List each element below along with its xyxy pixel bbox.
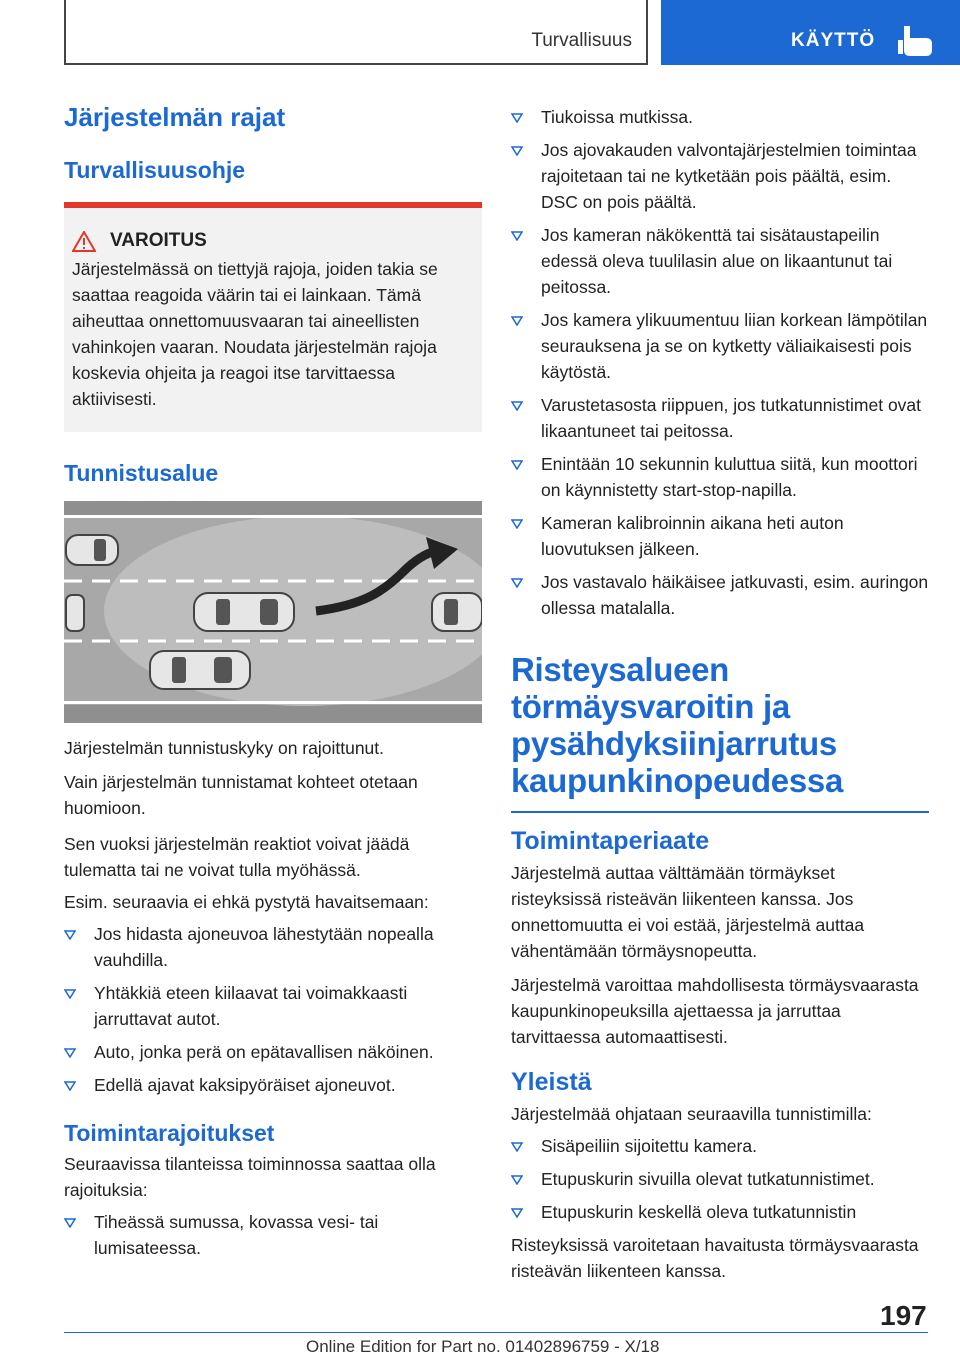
triangle-bullet-icon [511,1208,523,1218]
triangle-bullet-icon [511,146,523,156]
list-item: Enintään 10 sekunnin kuluttua siitä, kun moottori on käynnistetty start-stop-napilla. [511,451,929,503]
detection-area-illustration [64,501,482,723]
principle-text: Järjestelmä auttaa välttämään törmäykset risteyksissä risteävän liikenteen kanssa. Jos onnettomuutta ei voi estää, järjestelmä auttaa vähentämään törmäysnopeutta. [511,863,865,961]
heading-crossing-traffic-warning: Risteysalueen törmäysvaroitin ja pysähdyksiinjarrutus kaupunkinopeudessa [511,651,844,799]
triangle-bullet-icon [511,460,523,470]
list-item: Edellä ajavat kaksipyöräiset ajoneuvot. [64,1072,482,1098]
examples-intro-text: Esim. seuraavia ei ehkä pystytä havaitsemaan: [64,892,429,912]
triangle-bullet-icon [511,231,523,241]
list-item: Auto, jonka perä on epätavallisen näköinen. [64,1039,482,1065]
warning-triangle-icon [72,231,96,252]
list-item: Kameran kalibroinnin aikana heti auton luovutuksen jälkeen. [511,510,929,562]
triangle-bullet-icon [64,930,76,940]
detection-capability-text: Järjestelmän tunnistuskyky on rajoittunut. [64,738,385,758]
heading-detection-area: Tunnistusalue [64,460,219,486]
reaction-delay-text: Sen vuoksi järjestelmän reaktiot voivat jäädä tulematta tai ne voivat tulla myöhässä. [64,834,410,880]
list-item: Jos kamera ylikuumentuu liian korkean lämpötilan seurauksena ja se on kytketty väliaikaisesti pois käytöstä. [511,307,929,385]
triangle-bullet-icon [64,989,76,999]
header-chapter-tab [661,0,960,65]
list-item: Varustetasosta riippuen, jos tutkatunnistimet ovat likaantuneet tai peitossa. [511,392,929,444]
page-number: 197 [880,1300,927,1331]
triangle-bullet-icon [64,1218,76,1228]
crossing-warning-text: Risteyksissä varoitetaan havaitusta törmäysvaarasta risteävän liikenteen kanssa. [511,1235,919,1281]
warning-title: VAROITUS [110,230,207,251]
footer-edition: Online Edition for Part no. 01402896759 - X/18 [306,1337,660,1356]
heading-safety-note: Turvallisuusohje [64,157,246,183]
warning-box [64,202,482,432]
triangle-bullet-icon [511,1142,523,1152]
detected-objects-text: Vain järjestelmän tunnistamat kohteet otetaan huomioon. [64,772,418,818]
sensors-list [511,1133,929,1225]
list-item: Etupuskurin sivuilla olevat tutkatunnistimet. [511,1166,929,1192]
section-divider [511,811,929,813]
list-item: Jos ajovakauden valvontajärjestelmien toimintaa rajoitetaan tai ne kytketään pois päältä, esim. DSC on pois päältä. [511,137,929,215]
triangle-bullet-icon [511,519,523,529]
hand-pointer-icon [896,22,936,58]
triangle-bullet-icon [511,316,523,326]
header-section-box [64,0,648,65]
warning-text: Järjestelmässä on tiettyjä rajoja, joiden takia se saattaa reagoida väärin tai ei lainkaan. Tämä aiheuttaa onnettomuusvaaran tai aineellisten vahinkojen vaaran. Noudata järjestelmän rajoja koskevia ohjeita ja reagoi itse tarvittaessa aktiivisesti. [72,259,438,409]
list-item: Etupuskurin keskellä oleva tutkatunnistin [511,1199,929,1225]
restrictions-list [64,1209,482,1261]
principle-text-2: Järjestelmä varoittaa mahdollisesta törmäysvaarasta kaupunkinopeuksilla ajettaessa ja jarruttaa tarvittaessa automaattisesti. [511,975,919,1047]
list-item: Jos vastavalo häikäisee jatkuvasti, esim. auringon ollessa matalalla. [511,569,929,621]
list-item: Jos kameran näkökenttä tai sisätaustapeilin edessä oleva tuulilasin alue on likaantunut tai peitossa. [511,222,929,300]
heading-function-restrictions: Toimintarajoitukset [64,1120,275,1146]
triangle-bullet-icon [64,1048,76,1058]
triangle-bullet-icon [511,401,523,411]
list-item: Jos hidasta ajoneuvoa lähestytään nopealla vauhdilla. [64,921,482,973]
list-item: Yhtäkkiä eteen kiilaavat tai voimakkaasti jarruttavat autot. [64,980,482,1032]
header-section-title: Turvallisuus [531,30,632,51]
triangle-bullet-icon [511,1175,523,1185]
undetectable-list [64,921,482,1098]
list-item: Sisäpeiliin sijoitettu kamera. [511,1133,929,1159]
list-item: Tiukoissa mutkissa. [511,104,929,130]
triangle-bullet-icon [511,578,523,588]
triangle-bullet-icon [64,1081,76,1091]
warning-header [72,230,472,252]
restrictions-list-continued [511,104,929,621]
heading-system-limits: Järjestelmän rajat [64,102,286,132]
footer-rule [64,1332,928,1333]
triangle-bullet-icon [511,113,523,123]
right-column [511,104,929,1284]
heading-general: Yleistä [511,1068,592,1096]
heading-operating-principle: Toimintaperiaate [511,827,710,855]
detection-area-graphic [64,501,482,723]
left-column [64,100,482,1268]
list-item: Tiheässä sumussa, kovassa vesi- tai lumisateessa. [64,1209,482,1261]
restrictions-intro-text: Seuraavissa tilanteissa toiminnossa saattaa olla rajoituksia: [64,1154,436,1200]
sensors-intro-text: Järjestelmää ohjataan seuraavilla tunnistimilla: [511,1104,872,1124]
header-chapter-title: KÄYTTÖ [791,30,876,51]
